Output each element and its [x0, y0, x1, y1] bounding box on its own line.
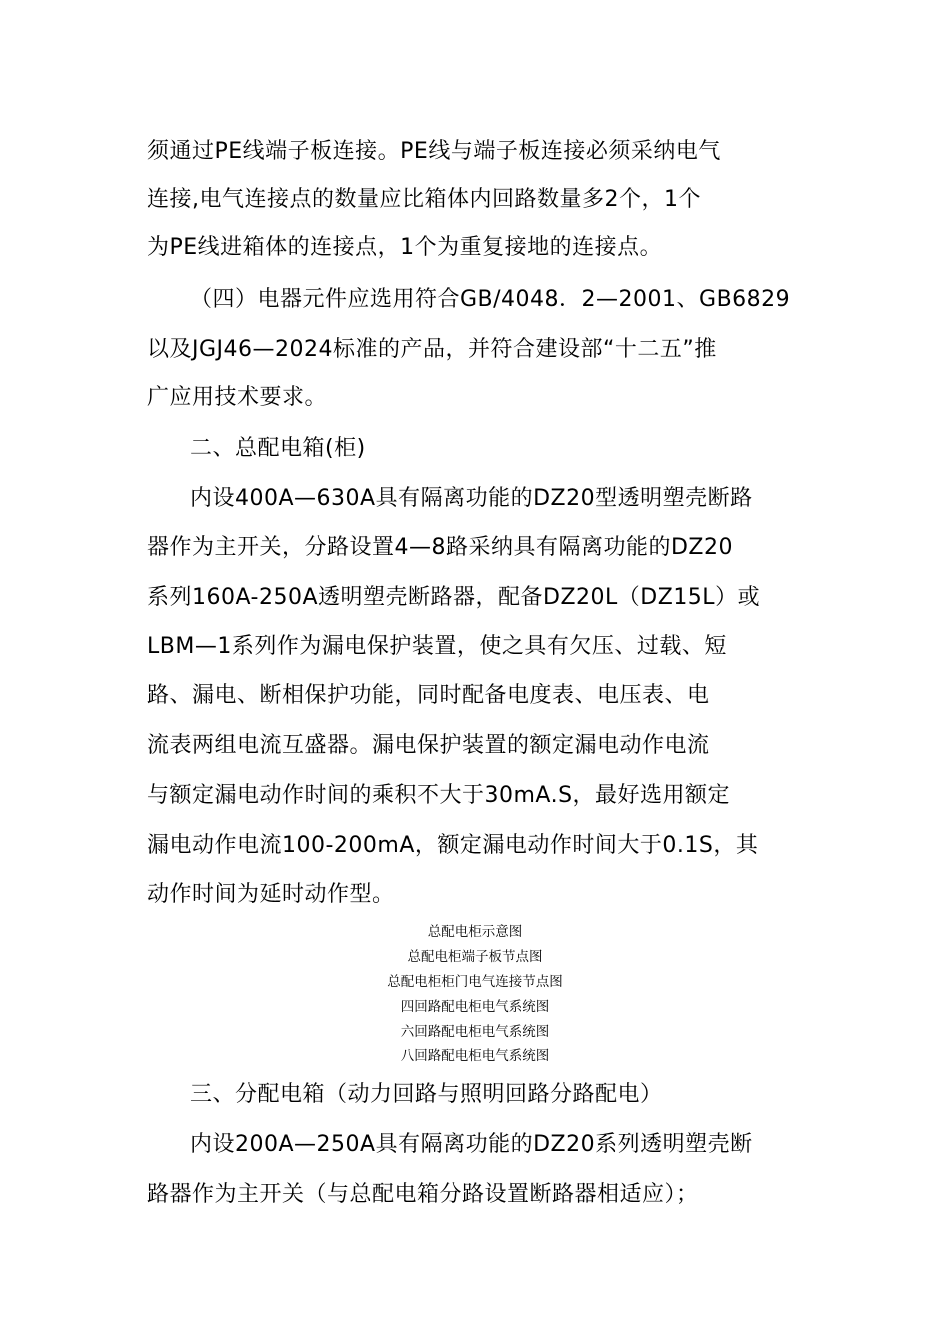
section-heading-3: 三、分配电箱（动力回路与照明回路分路配电） [190, 1082, 663, 1107]
figure-caption: 八回路配电柜电气系统图 [400, 1048, 550, 1064]
figure-caption: 六回路配电柜电气系统图 [400, 1024, 550, 1040]
paragraph-3-line-5: 路、漏电、断相保护功能，同时配备电度表、电压表、电 [147, 683, 710, 708]
paragraph-3-line-3: 系列160A-250A透明塑壳断路器，配备DZ20L（DZ15L）或 [147, 585, 761, 610]
paragraph-3-line-4: LBM—1系列作为漏电保护装置，使之具有欠压、过载、短 [147, 634, 727, 659]
paragraph-3-line-8: 漏电动作电流100-200mA，额定漏电动作时间大于0.1S，其 [147, 833, 759, 858]
paragraph-3-line-9: 动作时间为延时动作型。 [147, 882, 395, 907]
figure-caption: 四回路配电柜电气系统图 [400, 999, 550, 1015]
paragraph-4-line-1: 内设200A—250A具有隔离功能的DZ20系列透明塑壳断 [190, 1132, 753, 1157]
figure-caption: 总配电柜端子板节点图 [407, 949, 543, 965]
paragraph-3-line-2: 器作为主开关，分路设置4—8路采纳具有隔离功能的DZ20 [147, 535, 734, 560]
paragraph-1-line-1: 须通过PE线端子板连接。PE线与端子板连接必须采纳电气 [147, 139, 721, 164]
paragraph-4-line-2: 路器作为主开关（与总配电箱分路设置断路器相适应）； [147, 1182, 699, 1207]
paragraph-1-line-3: 为PE线进箱体的连接点，1个为重复接地的连接点。 [147, 235, 663, 260]
paragraph-3-line-1: 内设400A—630A具有隔离功能的DZ20型透明塑壳断路 [190, 486, 753, 511]
paragraph-3-line-7: 与额定漏电动作时间的乘积不大于30mA.S，最好选用额定 [147, 783, 731, 808]
paragraph-1-line-2: 连接,电气连接点的数量应比箱体内回路数量多2个，1个 [147, 187, 701, 212]
paragraph-3-line-6: 流表两组电流互盛器。漏电保护装置的额定漏电动作电流 [147, 733, 710, 758]
section-heading-2: 二、总配电箱(柜) [190, 436, 366, 461]
paragraph-2-line-2: 以及JGJ46—2024标准的产品，并符合建设部“十二五”推 [147, 337, 717, 362]
paragraph-2-line-3: 广应用技术要求。 [147, 385, 328, 410]
paragraph-2-line-1: （四）电器元件应选用符合GB/4048．2—2001、GB6829 [190, 287, 791, 312]
figure-caption: 总配电柜柜门电气连接节点图 [387, 974, 563, 990]
figure-caption: 总配电柜示意图 [427, 924, 523, 940]
